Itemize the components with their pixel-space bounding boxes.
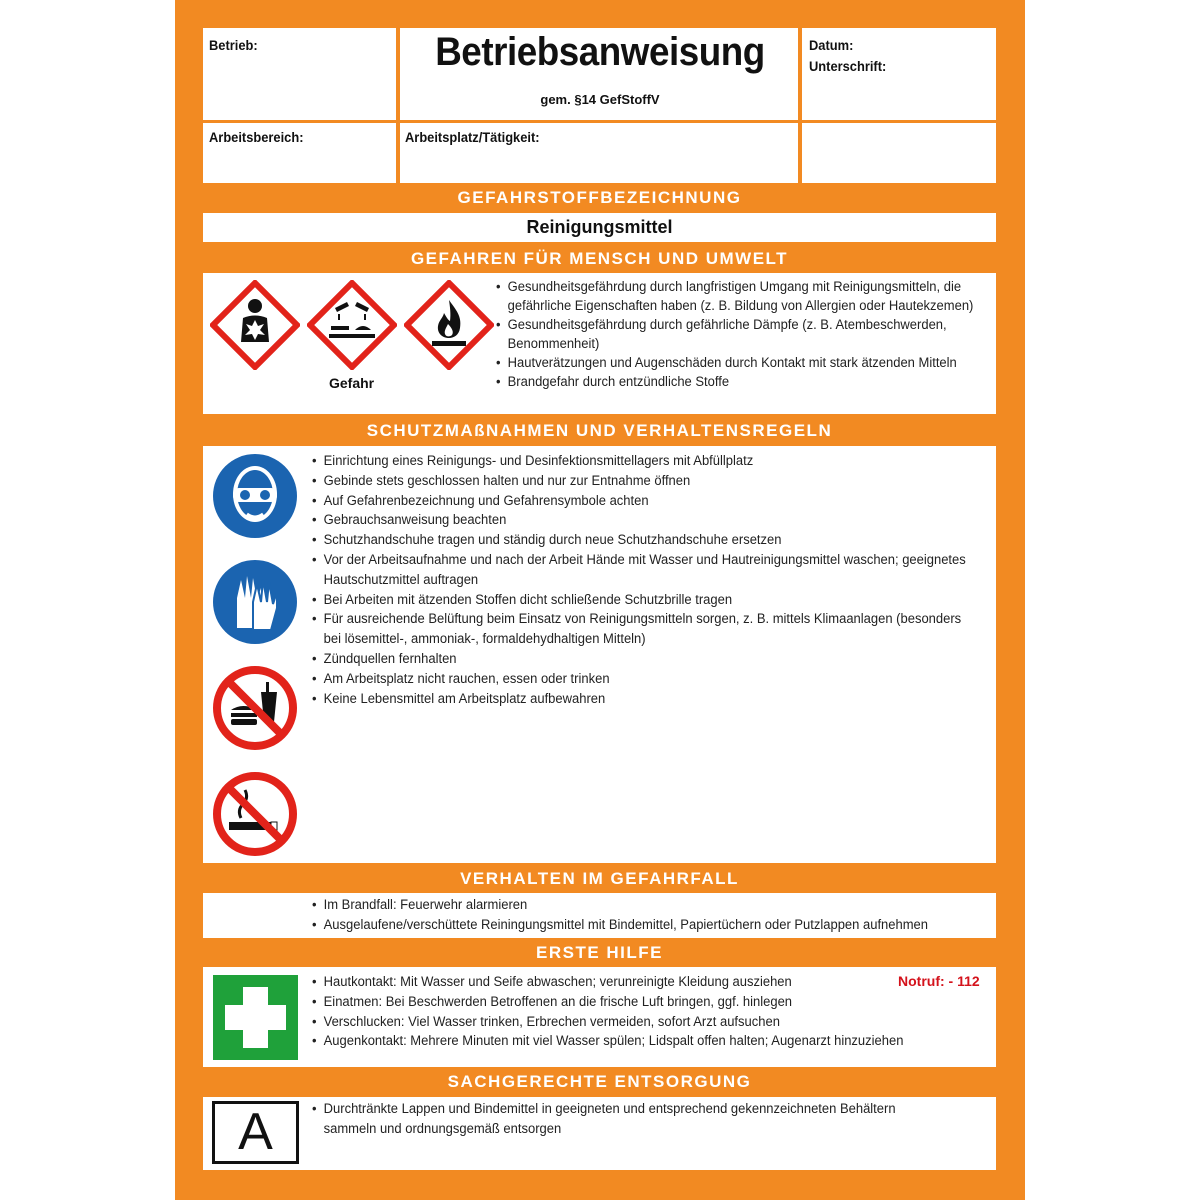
list-item: • Schutzhandschuhe tragen und ständig durch neue Schutzhandschuhe ersetzen (312, 530, 968, 550)
arbeitsbereich-label: Arbeitsbereich: (209, 129, 304, 145)
header-empty-cell (802, 123, 996, 183)
arbeitsplatz-label: Arbeitsplatz/Tätigkeit: (405, 129, 540, 145)
list-item: • Gebrauchsanweisung beachten (312, 510, 968, 530)
signal-word: Gefahr (329, 375, 375, 391)
section-title-gefahren: GEFAHREN FÜR MENSCH UND UMWELT (410, 249, 789, 268)
list-item: • Einrichtung eines Reinigungs- und Desinfektionsmittellagers mit Abfüllplatz (312, 451, 968, 471)
section-title-gefahrfall: VERHALTEN IM GEFAHRFALL (460, 869, 739, 888)
erste-hilfe-list (312, 972, 992, 1051)
entsorgung-list (312, 1099, 952, 1139)
list-item: • Vor der Arbeitsaufnahme und nach der Arbeit Hände mit Wasser und Hautreinigungsmittel waschen; geeignetes Hautschutzmittel auftragen (312, 550, 968, 590)
no-smoking-icon (211, 770, 299, 858)
list-item: • Brandgefahr durch entzündliche Stoffe (496, 372, 975, 391)
gefahrfall-list (312, 895, 992, 935)
datum-label: Datum: (809, 37, 854, 53)
disposal-category-letter: A (238, 1103, 273, 1161)
first-aid-icon (213, 975, 298, 1060)
list-item: • Bei Arbeiten mit ätzenden Stoffen dicht schließende Schutzbrille tragen (312, 590, 968, 610)
section-title-gefahrstoff: GEFAHRSTOFFBEZEICHNUNG (457, 188, 742, 207)
section-title-schutz: SCHUTZMAßNAHMEN UND VERHALTENSREGELN (366, 421, 833, 440)
list-item: • Zündquellen fernhalten (312, 649, 968, 669)
gloves-icon (211, 558, 299, 646)
section-title-erste-hilfe: ERSTE HILFE (535, 943, 663, 962)
list-item: • Für ausreichende Belüftung beim Einsatz von Reinigungsmitteln sorgen, z. B. mittels Klimaanlagen (besonders bei lösemittel-, ammoniak-, formaldehydhaltigen Mitteln) (312, 609, 968, 649)
list-item: • Gebinde stets geschlossen halten und nur zur Entnahme öffnen (312, 471, 968, 491)
list-item: • Hautkontakt: Mit Wasser und Seife abwaschen; verunreinigte Kleidung ausziehen (312, 972, 972, 992)
health-hazard-icon (210, 280, 300, 370)
section-title-entsorgung: SACHGERECHTE ENTSORGUNG (447, 1072, 752, 1091)
list-item: • Am Arbeitsplatz nicht rauchen, essen oder trinken (312, 669, 968, 689)
betrieb-label: Betrieb: (209, 37, 258, 53)
no-eating-drinking-icon (211, 664, 299, 752)
list-item: • Ausgelaufene/verschüttete Reiningungsmittel mit Bindemittel, Papiertüchern oder Putzlappen aufnehmen (312, 915, 972, 935)
list-item: • Gesundheitsgefährdung durch gefährliche Dämpfe (z. B. Atembeschwerden, Benommenheit) (496, 315, 975, 353)
notruf-number: Notruf: - 112 (898, 973, 980, 989)
gefahren-list (496, 277, 990, 391)
list-item: • Augenkontakt: Mehrere Minuten mit viel Wasser spülen; Lidspalt offen halten; Augenarzt hinzuziehen (312, 1031, 972, 1051)
list-item: • Auf Gefahrenbezeichnung und Gefahrensymbole achten (312, 491, 968, 511)
page-subtitle: gem. §14 GefStoffV (540, 92, 660, 107)
list-item: • Verschlucken: Viel Wasser trinken, Erbrechen vermeiden, sofort Arzt aufsuchen (312, 1012, 972, 1032)
list-item: • Einatmen: Bei Beschwerden Betroffenen an die frische Luft bringen, ggf. hinlegen (312, 992, 972, 1012)
flammable-icon (404, 280, 494, 370)
list-item: • Gesundheitsgefährdung durch langfristigen Umgang mit Reinigungsmitteln, die gefährliche Eigenschaften haben (z. B. Bildung von Allergien oder Hautekzemen) (496, 277, 975, 315)
list-item: • Keine Lebensmittel am Arbeitsplatz aufbewahren (312, 689, 968, 709)
disposal-category-icon (212, 1101, 299, 1164)
list-item: • Hautverätzungen und Augenschäden durch Kontakt mit stark ätzenden Mitteln (496, 353, 975, 372)
list-item: • Durchtränkte Lappen und Bindemittel in geeigneten und entsprechend gekennzeichneten Behältern sammeln und ordnungsgemäß entsorgen (312, 1099, 933, 1139)
corrosive-icon (307, 280, 397, 370)
substance-name: Reinigungsmittel (526, 217, 673, 237)
schutz-list (312, 451, 988, 708)
eye-protection-icon (211, 452, 299, 540)
list-item: • Im Brandfall: Feuerwehr alarmieren (312, 895, 972, 915)
page-title: Betriebsanweisung (435, 30, 765, 74)
unterschrift-label: Unterschrift: (809, 58, 887, 74)
